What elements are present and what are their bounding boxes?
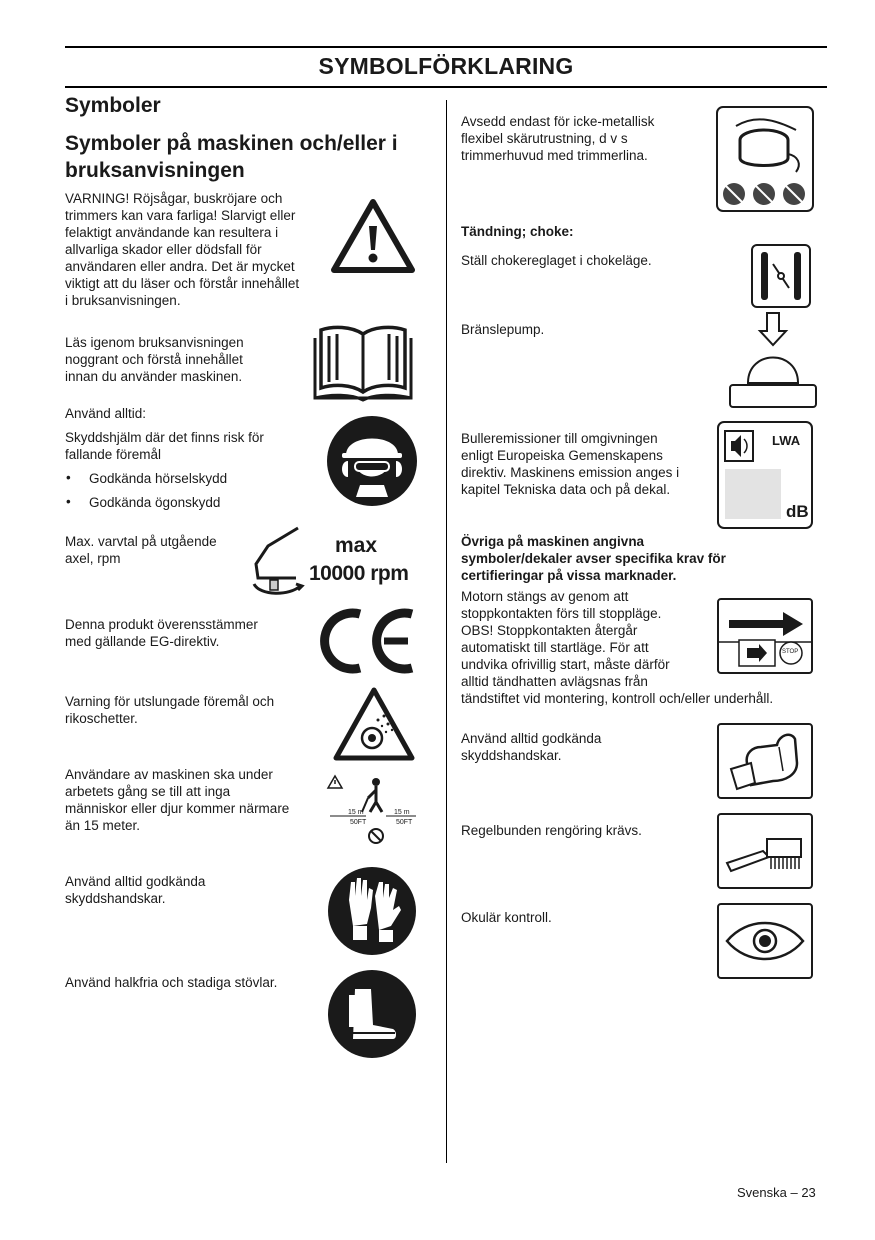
thrown-objects-text: Varning för utslungade föremål och rikoschetter. — [65, 694, 275, 726]
section-heading: Symboler — [65, 94, 161, 117]
glove-outline-icon — [717, 723, 813, 799]
gloves-text-left: Använd alltid godkända skyddshandskar. — [65, 874, 206, 906]
book-icon — [311, 320, 415, 402]
bullet-eyes: Godkända ögonskydd — [89, 495, 221, 510]
fuel-pump-text: Bränslepump. — [461, 322, 545, 337]
choke-icon — [751, 244, 811, 308]
bullet-hearing: Godkända hörselskydd — [89, 471, 228, 486]
distance-label-m-right: 15 m — [394, 809, 410, 816]
stop-label: STOP — [782, 649, 799, 655]
boots-icon — [327, 969, 417, 1059]
fuel-pump-icon — [728, 311, 818, 411]
distance-label-m-left: 15 m — [348, 809, 364, 816]
cleaning-text: Regelbunden rengöring krävs. — [461, 823, 642, 838]
gloves-icon — [327, 866, 417, 956]
stop-switch-icon — [717, 598, 813, 674]
bullet: • — [66, 470, 71, 485]
warning-triangle-icon — [330, 198, 416, 274]
gloves-text-right: Använd alltid godkända skyddshandskar. — [461, 731, 602, 763]
nonmetal-text: Avsedd endast för icke-metallisk flexibel skärutrustning, d v s trimmerhuvud med trimmerlina. — [461, 114, 655, 163]
page-number: Svenska – 23 — [737, 1185, 816, 1200]
choke-text: Ställ chokereglaget i chokeläge. — [461, 253, 652, 268]
column-divider — [446, 100, 447, 1163]
trimmer-head-icon — [716, 106, 814, 212]
stop-text: Motorn stängs av genom att stoppkontakten förs till stoppläge. OBS! Stoppkontakten återgår automatiskt till startläge. För att undvika ofrivillig start, måste därför alltid tändhatten avlägsnas från tändstiftet vid montering, kontroll och/eller underhåll. — [461, 589, 774, 706]
max-label: max — [335, 534, 378, 557]
eye-icon — [717, 903, 813, 979]
db-label: dB — [786, 502, 809, 521]
header-bottom-rule — [65, 86, 827, 88]
noise-text: Bulleremissioner till omgivningen enligt Europeiska Gemenskapens direktiv. Maskinens emission anges i kapitel Tekniska data och på dekal. — [461, 431, 680, 497]
bullet: • — [66, 494, 71, 509]
visual-inspection-text: Okulär kontroll. — [461, 910, 552, 925]
subsection-heading: Symboler på maskinen och/eller i bruksanvisningen — [65, 132, 398, 182]
boots-text: Använd halkfria och stadiga stövlar. — [65, 975, 278, 990]
header-top-rule — [65, 46, 827, 48]
warning-text: VARNING! Röjsågar, buskröjare och trimmers kan vara farliga! Slarvigt eller felaktigt användande kan resultera i allvarliga skador eller dödsfall för användaren eller andra. Det är mycket viktigt att du läser och förstår innehållet i bruksanvisningen. — [65, 191, 300, 308]
thrown-objects-warning-icon — [332, 686, 416, 762]
brush-icon — [717, 813, 813, 889]
distance-label-ft-right: 50FT — [396, 819, 413, 826]
rotation-shaft-icon — [246, 524, 312, 598]
ce-mark-icon — [320, 608, 418, 674]
ce-text: Denna produkt överensstämmer med gällande EG-direktiv. — [65, 617, 258, 649]
other-symbols-heading: Övriga på maskinen angivna symboler/dekaler avser specifika krav för certifieringar på vissa marknader. — [461, 534, 726, 583]
distance-text: Användare av maskinen ska under arbetets gång se till att inga människor eller djur kommer närmare än 15 meter. — [65, 767, 290, 833]
read-manual-text: Läs igenom bruksanvisningen noggrant och förstå innehållet innan du använder maskinen. — [65, 335, 244, 384]
lwa-label: LWA — [772, 433, 801, 448]
helmet-text: Skyddshjälm där det finns risk för fallande föremål — [65, 430, 264, 462]
rpm-label: 10000 rpm — [309, 562, 409, 585]
distance-label-ft-left: 50FT — [350, 819, 367, 826]
max-speed-text: Max. varvtal på utgående axel, rpm — [65, 534, 217, 566]
ignition-title: Tändning; choke: — [461, 224, 574, 239]
helmet-icon — [326, 415, 418, 507]
page-title: SYMBOLFÖRKLARING — [318, 53, 574, 79]
always-use-title: Använd alltid: — [65, 406, 147, 421]
